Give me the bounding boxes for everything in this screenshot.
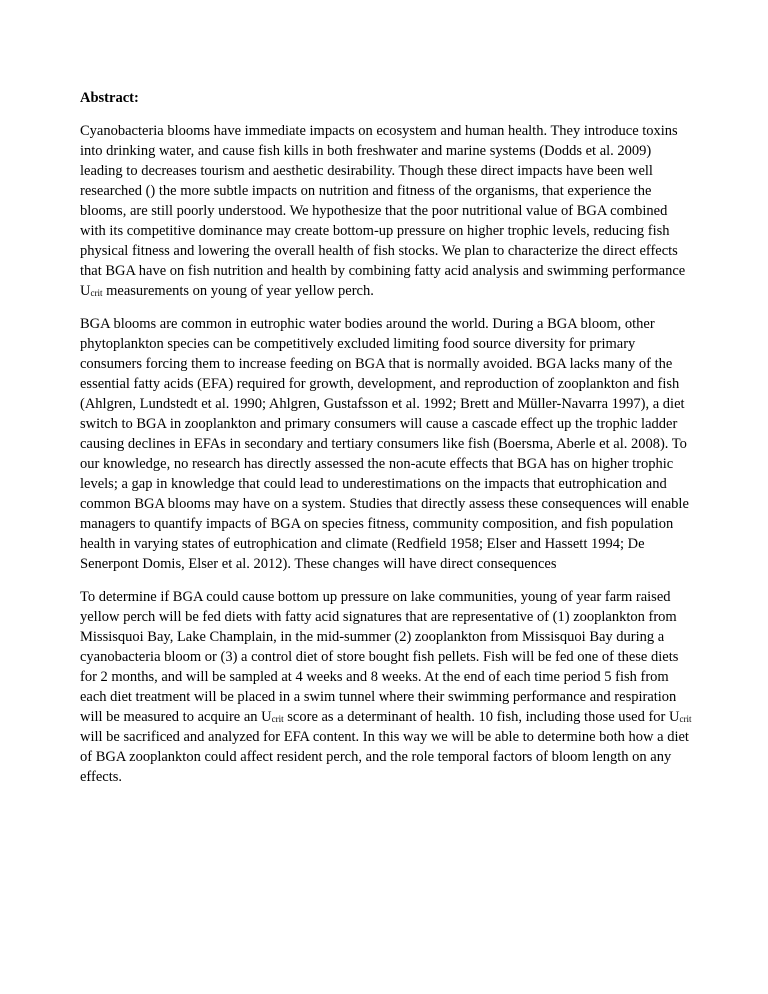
paragraph-1-text-a: Cyanobacteria blooms have immediate impacts on ecosystem and human health. They introduce toxins into drinking water, and cause fish kills in both freshwater and marine systems (Dodds et al. 2009) leading to decreases tourism and aesthetic desirability. Though these direct impacts have been well researched () the more subtle impacts on nutrition and fitness of the organisms, that experience the blooms, are still poorly understood. We hypothesize that the poor nutritional value of BGA combined with its competitive dominance may create bottom-up pressure on higher trophic levels, reducing fish physical fitness and lowering the overall health of fish stocks. We plan to characterize the direct effects that BGA have on fish nutrition and health by combining fatty acid analysis and swimming performance U: [80, 123, 686, 299]
abstract-heading: Abstract:: [80, 90, 139, 106]
paragraph-1-text-b: measurements on young of year yellow perch.: [102, 283, 374, 299]
paragraph-3: [80, 587, 692, 787]
paragraph-3-text-c: will be sacrificed and analyzed for EFA content. In this way we will be able to determine both how a diet of BGA zooplankton could affect resident perch, and the role temporal factors of bloom length on any effects.: [80, 729, 689, 785]
paragraph-3-text-a: To determine if BGA could cause bottom up pressure on lake communities, young of year farm raised yellow perch will be fed diets with fatty acid signatures that are representative of (1) zooplankton from Missisquoi Bay, Lake Champlain, in the mid-summer (2) zooplankton from Missisquoi Bay during a cyanobacteria bloom or (3) a control diet of store bought fish pellets. Fish will be fed one of these diets for 2 months, and will be sampled at 4 weeks and 8 weeks. At the end of each time period 5 fish from each diet treatment will be placed in a swim tunnel where their swimming performance and respiration will be measured to acquire an U: [80, 589, 679, 725]
paragraph-2: BGA blooms are common in eutrophic water bodies around the world. During a BGA bloom, other phytoplankton species can be competitively excluded limiting food source diversity for primary consumers forcing them to increase feeding on BGA that is normally avoided. BGA lacks many of the essential fatty acids (EFA) required for growth, development, and reproduction of zooplankton and fish (Ahlgren, Lundstedt et al. 1990; Ahlgren, Gustafsson et al. 1992; Brett and Müller-Navarra 1997), a diet switch to BGA in zooplankton and primary consumers will cause a cascade effect up the trophic ladder causing declines in EFAs in secondary and tertiary consumers like fish (Boersma, Aberle et al. 2008). To our knowledge, no research has directly assessed the non-acute effects that BGA has on higher trophic levels; a gap in knowledge that could lead to underestimations on the impacts that eutrophication and common BGA blooms may have on a system. Studies that directly assess these consequences will enable managers to quantify impacts of BGA on species fitness, community composition, and fish population health in varying states of eutrophication and climate (Redfield 1958; Elser and Hassett 1994; De Senerpont Domis, Elser et al. 2012). These changes will have direct consequences: [80, 316, 689, 572]
paragraph-1: [80, 121, 692, 301]
ucrit-subscript: crit: [271, 714, 284, 724]
ucrit-subscript: crit: [90, 288, 103, 298]
paragraph-3-text-b: score as a determinant of health. 10 fish, including those used for U: [283, 709, 680, 725]
ucrit-subscript: crit: [679, 714, 692, 724]
document-page: [80, 88, 692, 800]
